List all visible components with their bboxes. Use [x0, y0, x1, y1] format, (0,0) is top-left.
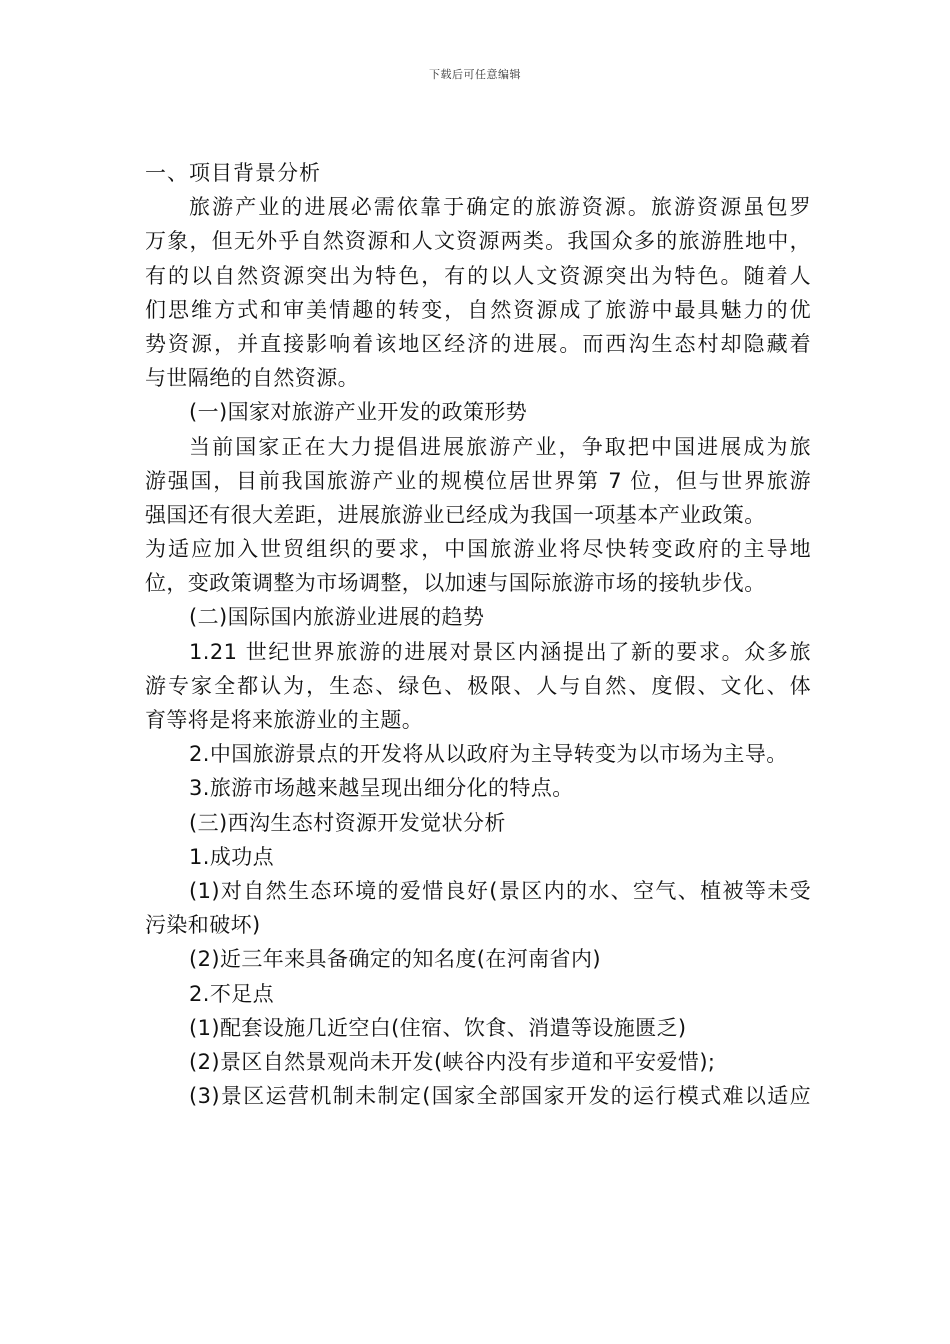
list-item-line: (1)对自然生态环境的爱惜良好(景区内的水、空气、植被等未受	[189, 878, 811, 903]
paragraph-line: 当前国家正在大力提倡进展旅游产业，争取把中国进展成为旅	[189, 434, 811, 459]
list-item-line: 游专家全都认为，生态、绿色、极限、人与自然、度假、文化、体	[145, 673, 811, 698]
list-item-line: (2)近三年来具备确定的知名度(在河南省内)	[189, 947, 601, 972]
list-item-line: (3)景区运营机制未制定(国家全部国家开发的运行模式难以适应	[189, 1084, 811, 1109]
subsection-heading: (一)国家对旅游产业开发的政策形势	[189, 400, 528, 425]
subsection-heading: (三)西沟生态村资源开发觉状分析	[189, 810, 506, 835]
paragraph-line: 们思维方式和审美情趣的转变，自然资源成了旅游中最具魅力的优	[145, 297, 811, 322]
paragraph-line: 与世隔绝的自然资源。	[145, 366, 359, 391]
list-item-line: 3.旅游市场越来越呈现出细分化的特点。	[189, 776, 574, 801]
paragraph-line: 旅游产业的进展必需依靠于确定的旅游资源。旅游资源虽包罗	[189, 195, 811, 220]
paragraph-line: 位，变政策调整为市场调整，以加速与国际旅游市场的接轨步伐。	[145, 571, 766, 596]
document-body	[145, 156, 811, 1113]
paragraph-line: 势资源，并直接影响着该地区经济的进展。而西沟生态村却隐藏着	[145, 331, 811, 356]
paragraph-line: 有的以自然资源突出为特色，有的以人文资源突出为特色。随着人	[145, 263, 811, 288]
list-item-line: (2)景区自然景观尚未开发(峡谷内没有步道和平安爱惜);	[189, 1049, 716, 1074]
paragraph-line: 游强国，目前我国旅游产业的规模位居世界第 7 位，但与世界旅游	[145, 468, 811, 493]
list-item-line: 污染和破坏)	[145, 913, 261, 938]
list-item-line: 育等将是将来旅游业的主题。	[145, 708, 424, 732]
list-item-line: 1.21 世纪世界旅游的进展对景区内涵提出了新的要求。众多旅	[189, 639, 811, 664]
page-header-note: 下载后可任意编辑	[429, 68, 521, 81]
paragraph-line: 为适应加入世贸组织的要求，中国旅游业将尽快转变政府的主导地	[145, 537, 811, 562]
paragraph-line: 万象，但无外乎自然资源和人文资源两类。我国众多的旅游胜地中，	[145, 229, 811, 254]
list-heading: 1.成功点	[189, 844, 275, 869]
list-item-line: (1)配套设施几近空白(住宿、饮食、消遣等设施匮乏)	[189, 1015, 687, 1040]
list-item-line: 2.中国旅游景点的开发将从以政府为主导转变为以市场为主导。	[189, 742, 788, 767]
section-heading: 一、项目背景分析	[145, 161, 321, 185]
list-heading: 2.不足点	[189, 981, 275, 1006]
subsection-heading: (二)国际国内旅游业进展的趋势	[189, 605, 485, 630]
paragraph-line: 强国还有很大差距，进展旅游业已经成为我国一项基本产业政策。	[145, 502, 766, 527]
